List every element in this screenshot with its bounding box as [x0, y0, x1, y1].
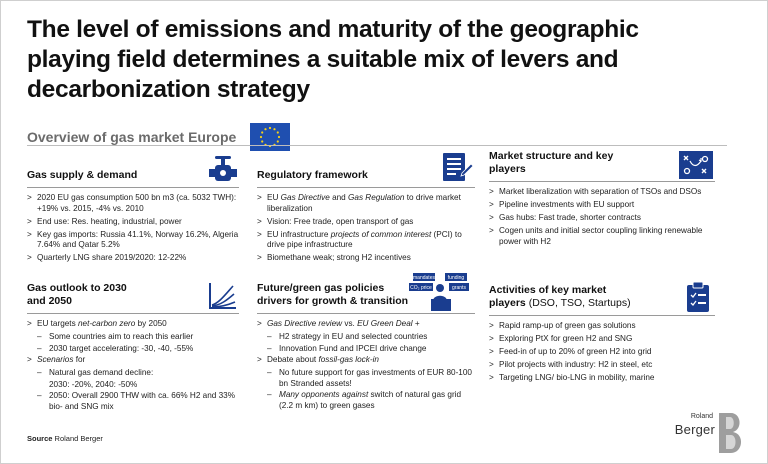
document-icon	[441, 151, 473, 185]
roland-berger-logo	[671, 413, 745, 453]
panel-title: Gas outlook to 2030 and 2050	[27, 282, 127, 307]
sub-item: – H2 strategy in EU and selected countries	[257, 332, 475, 343]
panel-list	[257, 319, 475, 412]
sub-item: – 2050: Overall 2900 THW with ca. 66% H2 and 33% bio- and SNG mix	[27, 391, 239, 412]
list-item: > Biomethane weak; strong H2 incentives	[257, 253, 475, 264]
source-label: Source	[27, 434, 53, 443]
source-text: Roland Berger	[54, 434, 103, 443]
flag-star	[277, 140, 279, 142]
sub-item: – Innovation Fund and IPCEI drive change	[257, 344, 475, 355]
list-item: > Pipeline investments with EU support	[489, 200, 715, 211]
sub-item: – Some countries aim to reach this earlier	[27, 332, 239, 343]
panel-title: Regulatory framework	[257, 169, 368, 181]
list-item: > EU Gas Directive and Gas Regulation to drive market liberalization	[257, 193, 475, 214]
list-item: > Debate about fossil-gas lock-in	[257, 355, 475, 366]
flag-star	[278, 136, 280, 138]
title-line-3: decarbonization strategy	[27, 76, 310, 103]
list-item: > Quarterly LNG share 2019/2020: 12-22%	[27, 253, 239, 264]
list-item: > Cogen units and initial sector coupling linking renewable power with H2	[489, 226, 715, 247]
sub-item: – 2030 target accelerating: -30, -40, -55%	[27, 344, 239, 355]
panel-list	[489, 187, 715, 247]
svg-text:grants: grants	[452, 285, 466, 291]
flag-star	[261, 131, 263, 133]
list-item: > Targeting LNG/ bio-LNG in mobility, marine	[489, 373, 715, 384]
flag-star	[261, 140, 263, 142]
panel-divider	[257, 187, 475, 188]
list-item: > Scenarios for	[27, 355, 239, 366]
logo-text-main: Berger	[674, 422, 715, 437]
flag-star	[265, 128, 267, 130]
flag-star	[269, 127, 271, 129]
panel-title: Future/green gas policies drivers for growth & transition	[257, 282, 409, 307]
strategy-board-icon	[679, 151, 713, 179]
source-note	[27, 434, 103, 443]
flag-star	[277, 131, 279, 133]
logo-text-small: Roland	[690, 413, 713, 420]
list-item: > End use: Res. heating, industrial, power	[27, 217, 239, 228]
title-line-1: The level of emissions and maturity of the geographic	[27, 16, 639, 43]
page-title	[27, 15, 717, 105]
flag-star	[260, 136, 262, 138]
panel-list	[257, 193, 475, 264]
panel-title: Gas supply & demand	[27, 169, 138, 181]
flag-star	[274, 128, 276, 130]
list-item: > 2020 EU gas consumption 500 bn m3 (ca. 5032 TWH): +19% vs. 2015, -4% vs. 2010	[27, 193, 239, 214]
panel-gas-outlook	[27, 277, 239, 414]
list-item: > Gas Directive review vs. EU Green Deal +	[257, 319, 475, 330]
sub-item: – Many opponents against switch of natural gas grid (2.2 m km) to green gases	[257, 390, 475, 411]
panel-list	[27, 319, 239, 413]
panel-divider	[27, 187, 239, 188]
speaker-podium-icon	[409, 271, 475, 311]
panel-title: Market structure and key players	[489, 150, 614, 175]
panel-divider	[489, 315, 715, 316]
panel-gas-supply	[27, 151, 239, 266]
subtitle-row	[27, 123, 290, 151]
panel-divider	[489, 181, 715, 182]
list-item: > EU infrastructure projects of common interest (PCI) to drive pipe infrastructure	[257, 230, 475, 251]
growth-chart-icon	[207, 281, 237, 311]
panel-divider	[27, 313, 239, 314]
list-item: > Key gas imports: Russia 41.1%, Norway 16.2%, Algeria 7.64% and Qatar 5.2%	[27, 230, 239, 251]
panel-list	[489, 321, 715, 384]
panel-market-structure	[489, 143, 715, 250]
sub-item: – Natural gas demand decline:	[27, 368, 239, 379]
list-item: > Feed-in of up to 20% of green H2 into grid	[489, 347, 715, 358]
logo-b-icon	[717, 413, 745, 453]
list-item: > EU targets net-carbon zero by 2050	[27, 319, 239, 330]
svg-text:CO₂ price: CO₂ price	[410, 285, 432, 291]
valve-icon	[209, 155, 237, 185]
title-line-2: playing field determines a suitable mix of levers and	[27, 46, 619, 73]
panel-future-policies	[257, 269, 475, 413]
list-item: > Rapid ramp-up of green gas solutions	[489, 321, 715, 332]
list-item: > Exploring PtX for green H2 and SNG	[489, 334, 715, 345]
list-item: > Market liberalization with separation of TSOs and DSOs	[489, 187, 715, 198]
list-item: > Gas hubs: Fast trade, shorter contracts	[489, 213, 715, 224]
sub-item-continued: 2030: -20%, 2040: -50%	[49, 379, 138, 389]
panel-market-activities	[489, 279, 715, 386]
clipboard-icon	[685, 281, 713, 313]
list-item: > Vision: Free trade, open transport of gas	[257, 217, 475, 228]
svg-text:funding: funding	[447, 275, 465, 281]
svg-text:mandates: mandates	[413, 275, 435, 281]
panel-regulatory	[257, 146, 475, 266]
panel-title: Activities of key market players (DSO, TSO, Startups)	[489, 284, 631, 309]
panel-list	[27, 193, 239, 264]
list-item: > Pilot projects with industry: H2 in steel, etc	[489, 360, 715, 371]
sub-item: – No future support for gas investments of EUR 80-100 bn Stranded assets!	[257, 368, 475, 389]
panel-divider	[257, 313, 475, 314]
subtitle: Overview of gas market Europe	[27, 129, 237, 145]
